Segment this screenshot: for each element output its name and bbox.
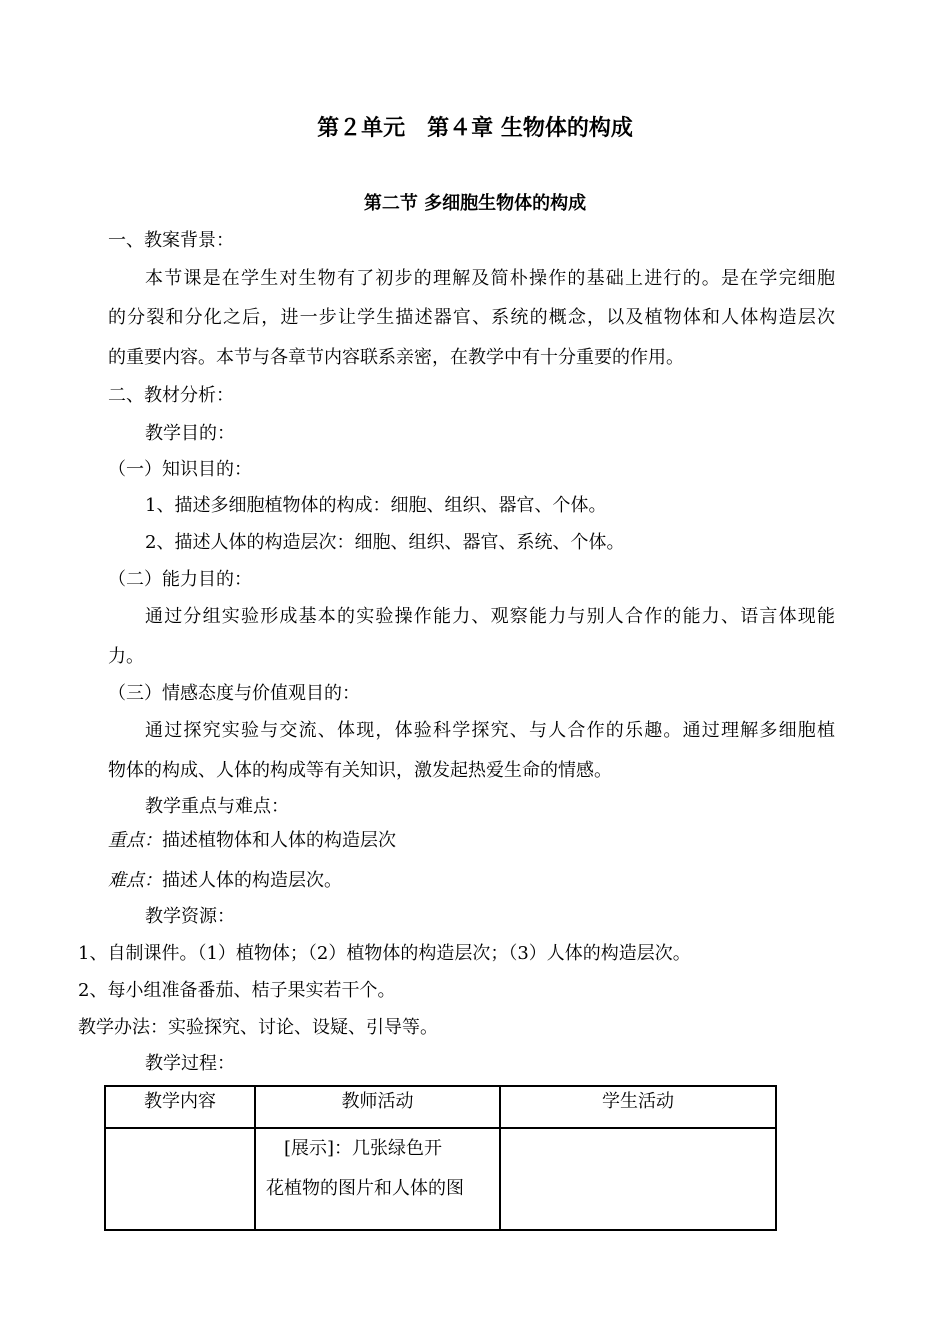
hard-label: 难点： (108, 870, 162, 891)
heading-focus: 教学重点与难点： (145, 796, 289, 817)
resource-item: 1、自制课件。（1）植物体；（2）植物体的构造层次；（3）人体的构造层次。 (78, 943, 691, 964)
table-header-cell: 教师活动 (255, 1086, 500, 1128)
key-point (108, 830, 396, 852)
paragraph-line: 物体的构成、人体的构成等有关知识，激发起热爱生命的情感。 (108, 760, 612, 781)
key-text: 描述植物体和人体的构造层次 (162, 830, 396, 851)
heading-goal: 教学目的： (145, 423, 235, 444)
cell-line: [展示]：几张绿色开 (266, 1138, 443, 1159)
paragraph-line: 力。 (108, 646, 144, 667)
paragraph-line: 的分裂和分化之后，进一步让学生描述器官、系统的概念，以及植物体和人体构造层次 (108, 307, 835, 328)
hard-text: 描述人体的构造层次。 (162, 870, 342, 891)
table-cell-content (105, 1128, 255, 1230)
table-cell-teacher (255, 1128, 500, 1230)
process-table (104, 1085, 777, 1231)
heading-emotion: （三）情感态度与价值观目的： (108, 683, 360, 704)
knowledge-item: 1、描述多细胞植物体的构成：细胞、组织、器官、个体。 (145, 495, 607, 516)
resource-item: 2、每小组准备番茄、桔子果实若干个。 (78, 980, 396, 1001)
hard-point (108, 870, 342, 892)
table-header-cell: 学生活动 (500, 1086, 776, 1128)
heading-analysis: 二、教材分析： (108, 385, 234, 406)
document-title: 第２单元 第４章 生物体的构成 (317, 116, 633, 141)
paragraph-line: 的重要内容。本节与各章节内容联系亲密，在教学中有十分重要的作用。 (108, 347, 684, 368)
heading-ability: （二）能力目的： (108, 569, 252, 590)
table-row (105, 1128, 776, 1230)
heading-process: 教学过程： (145, 1053, 235, 1074)
table-cell-student (500, 1128, 776, 1230)
paragraph-line: 通过探究实验与交流、体现，体验科学探究、与人合作的乐趣。通过理解多细胞植 (145, 720, 835, 741)
table-header-row (105, 1086, 776, 1128)
cell-line: 花植物的图片和人体的图 (266, 1178, 464, 1199)
knowledge-item: 2、描述人体的构造层次：细胞、组织、器官、系统、个体。 (145, 532, 625, 553)
teaching-method: 教学办法：实验探究、讨论、设疑、引导等。 (78, 1017, 438, 1038)
section-title: 第二节 多细胞生物体的构成 (363, 193, 587, 214)
paragraph-line: 本节课是在学生对生物有了初步的理解及简朴操作的基础上进行的。是在学完细胞 (145, 268, 835, 289)
key-label: 重点： (108, 830, 162, 851)
table-header-cell: 教学内容 (105, 1086, 255, 1128)
heading-knowledge: （一）知识目的： (108, 459, 252, 480)
paragraph-line: 通过分组实验形成基本的实验操作能力、观察能力与别人合作的能力、语言体现能 (145, 606, 835, 627)
heading-background: 一、教案背景： (108, 230, 234, 251)
heading-resources: 教学资源： (145, 906, 235, 927)
